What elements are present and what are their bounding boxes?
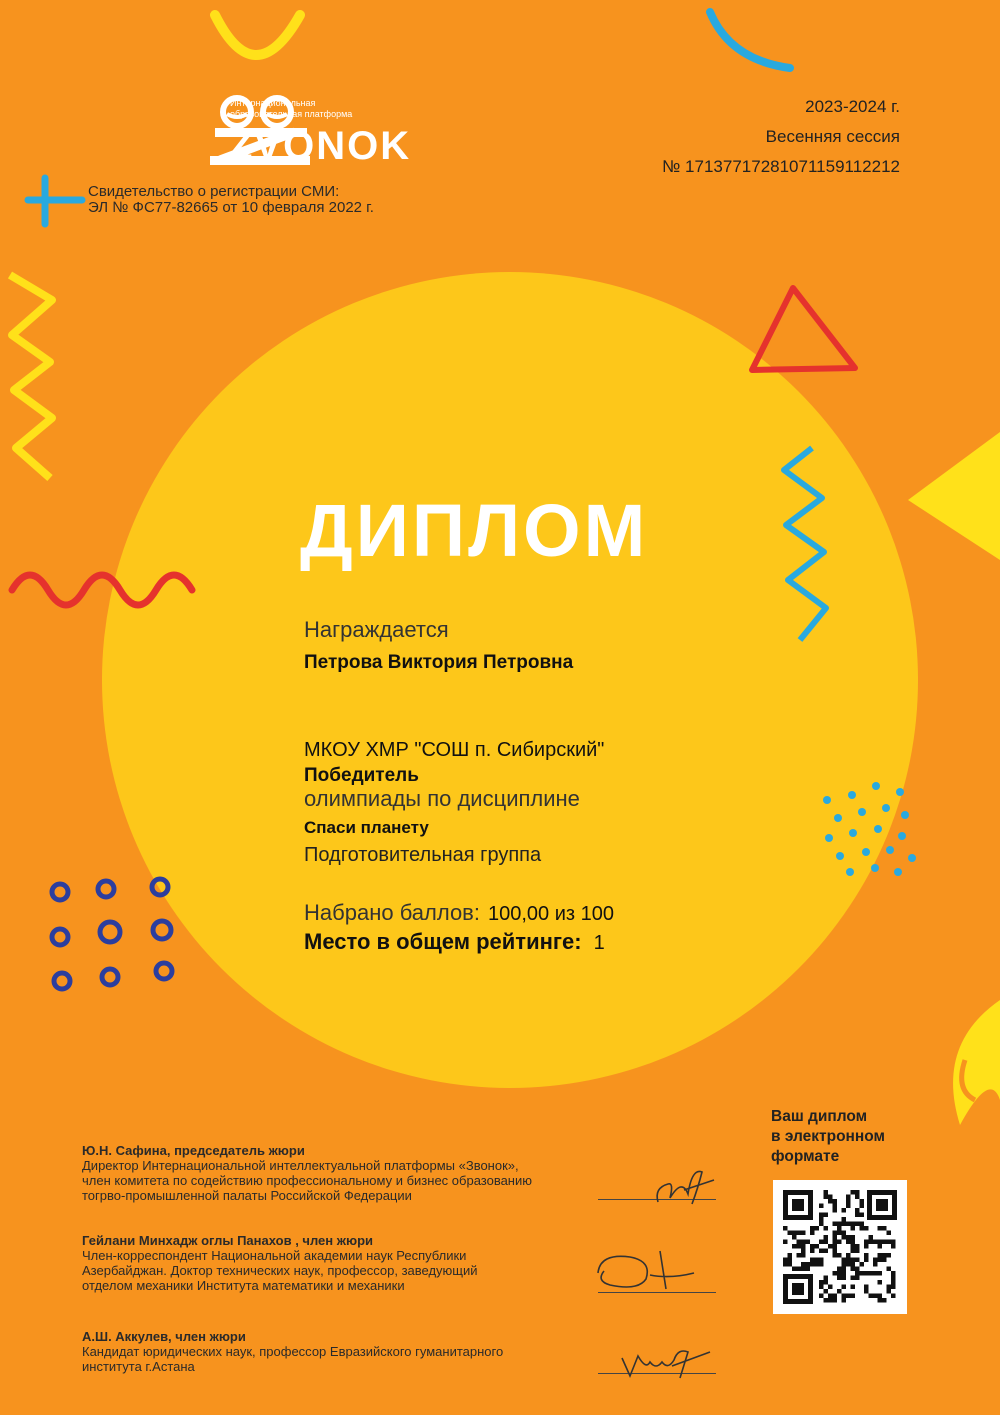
diploma-number: № 17137717281071159112212 bbox=[662, 157, 900, 176]
score-value: 100,00 из 100 bbox=[487, 903, 614, 925]
diploma-title: ДИПЛОМ bbox=[300, 489, 649, 572]
jury-name: А.Ш. Аккулев, член жюри bbox=[82, 1329, 246, 1344]
jury-member: Гейлани Минхадж оглы Панахов , член жюри Член-корреспондент Национальной академии наук Республики Азербайджан. Доктор технических наук, профессор, заведующий отделом механики Института математики и механики bbox=[82, 1233, 622, 1293]
signature-icon bbox=[640, 1158, 720, 1208]
logo-wordmark: ZVONOK bbox=[228, 124, 412, 168]
score bbox=[304, 900, 614, 926]
organization: МКОУ ХМР "СОШ п. Сибирский" bbox=[304, 739, 605, 761]
blue-cross bbox=[28, 178, 82, 224]
place-label: Место в общем рейтинге: bbox=[304, 929, 582, 954]
logo-subtitle: Интернациональная образовательная платформа bbox=[230, 98, 353, 119]
qr-code-pattern bbox=[773, 1180, 907, 1314]
diploma-meta bbox=[662, 92, 900, 182]
jury-member: А.Ш. Аккулев, член жюри Кандидат юридических наук, профессор Евразийского гуманитарного института г.Астана bbox=[82, 1329, 622, 1374]
red-triangle bbox=[752, 288, 855, 370]
signature-icon bbox=[616, 1340, 716, 1386]
session: Весенняя сессия bbox=[765, 127, 900, 146]
discipline: Спаси планету bbox=[304, 818, 429, 837]
group: Подготовительная группа bbox=[304, 844, 542, 866]
jury-name: Ю.Н. Сафина, председатель жюри bbox=[82, 1143, 305, 1158]
qr-caption: Ваш диплом в электронном формате bbox=[771, 1108, 886, 1165]
score-label: Набрано баллов: bbox=[304, 900, 480, 925]
jury-member: Ю.Н. Сафина, председатель жюри Директор Интернациональной интеллектуальной платформы «Звонок», член комитета по содействию профессиональному и бизнес образованию тогрво-промышленной палаты Российской Федерации bbox=[82, 1143, 622, 1203]
place-value: 1 bbox=[593, 932, 605, 954]
olympiad-label: олимпиады по дисциплине bbox=[304, 786, 580, 811]
recipient-name: Петрова Виктория Петровна bbox=[304, 652, 574, 673]
registration-info: Свидетельство о регистрации СМИ: ЭЛ № ФС77-82665 от 10 февраля 2022 г. bbox=[88, 183, 374, 216]
yellow-swirl bbox=[953, 1000, 1000, 1125]
yellow-arc bbox=[215, 15, 300, 55]
award-status: Победитель bbox=[304, 765, 419, 786]
signature-icon bbox=[590, 1245, 700, 1295]
yellow-circle bbox=[102, 272, 918, 1088]
jury-name: Гейлани Минхадж оглы Панахов , член жюри bbox=[82, 1233, 374, 1248]
yellow-zigzag bbox=[10, 275, 52, 478]
academic-year: 2023-2024 г. bbox=[805, 97, 900, 116]
rating-place bbox=[304, 929, 605, 955]
qr-code-icon[interactable] bbox=[773, 1180, 907, 1314]
blue-arc bbox=[710, 12, 790, 68]
yellow-triangle bbox=[908, 432, 1000, 560]
awarded-label: Награждается bbox=[304, 617, 449, 642]
navy-rings bbox=[52, 879, 172, 989]
